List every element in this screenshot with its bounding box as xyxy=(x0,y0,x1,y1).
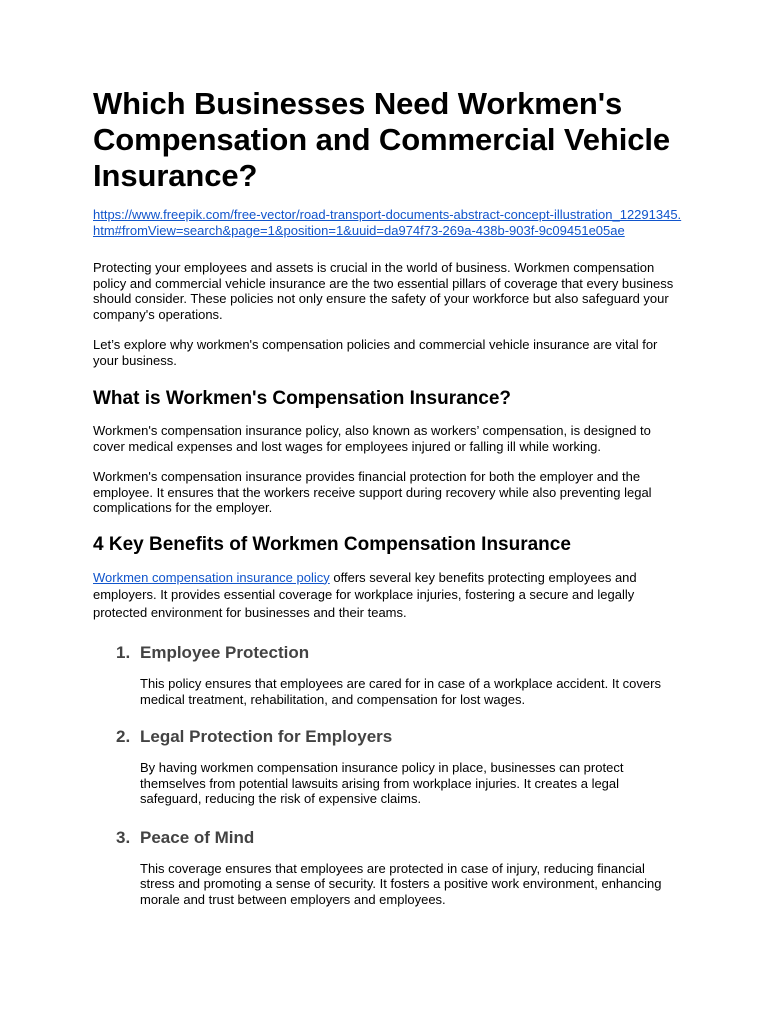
benefit-item xyxy=(116,727,683,807)
benefit-title: Peace of Mind xyxy=(140,827,255,847)
document-page xyxy=(93,86,683,907)
explore-paragraph: Let’s explore why workmen's compensation policies and commercial vehicle insurance are vital for your business. xyxy=(93,337,658,368)
page-title: Which Businesses Need Workmen's Compensation and Commercial Vehicle Insurance? xyxy=(93,86,671,193)
benefit-item xyxy=(116,643,683,707)
benefit-number: 2. xyxy=(116,727,131,746)
section-heading-benefits: 4 Key Benefits of Workmen Compensation Insurance xyxy=(93,533,571,555)
section-heading-what-is: What is Workmen's Compensation Insurance? xyxy=(93,388,512,409)
what-is-paragraph-1: Workmen's compensation insurance policy, also known as workers’ compensation, is designed to cover medical expenses and lost wages for employees injured or falling ill while working. xyxy=(93,423,651,454)
benefit-number: 1. xyxy=(116,643,131,662)
benefit-description: This coverage ensures that employees are protected in case of injury, reducing financial stress and promoting a sense of security. It fosters a positive work environment, enhancing morale and trust between employers and employees. xyxy=(140,860,662,907)
benefit-number: 3. xyxy=(116,827,131,847)
benefit-description: By having workmen compensation insurance policy in place, businesses can protect themselves from potential lawsuits arising from workplace injuries. It creates a legal safeguard, reducing the risk of expensive claims. xyxy=(140,760,624,806)
benefit-item xyxy=(116,827,683,908)
benefit-title: Legal Protection for Employers xyxy=(140,727,393,746)
what-is-paragraph-2: Workmen's compensation insurance provides financial protection for both the employer and the employee. It ensures that the workers receive support during recovery while also preventing legal complications for the employer. xyxy=(93,469,652,515)
source-url-link[interactable]: https://www.freepik.com/free-vector/road-transport-documents-abstract-concept-illustration_12291345.htm#fromView=search&page=1&position=1&uuid=da974f73-269a-438b-903f-9c09451e05ae xyxy=(93,207,682,238)
benefits-intro-paragraph xyxy=(93,569,683,622)
intro-paragraph: Protecting your employees and assets is crucial in the world of business. Workmen compensation policy and commercial vehicle insurance are the two essential pillars of coverage that every business should consider. These policies not only ensure the safety of your workforce but also safeguard your company's operations. xyxy=(93,260,674,322)
benefit-title: Employee Protection xyxy=(140,643,310,662)
workmen-compensation-policy-link[interactable]: Workmen compensation insurance policy xyxy=(93,569,330,585)
benefits-intro-text: offers several key benefits protecting employees and employers. It provides essential coverage for workplace injuries, fostering a secure and legally protected environment for businesses and their teams. xyxy=(93,569,637,620)
benefit-description: This policy ensures that employees are cared for in case of a workplace accident. It covers medical treatment, rehabilitation, and compensation for lost wages. xyxy=(140,676,661,707)
